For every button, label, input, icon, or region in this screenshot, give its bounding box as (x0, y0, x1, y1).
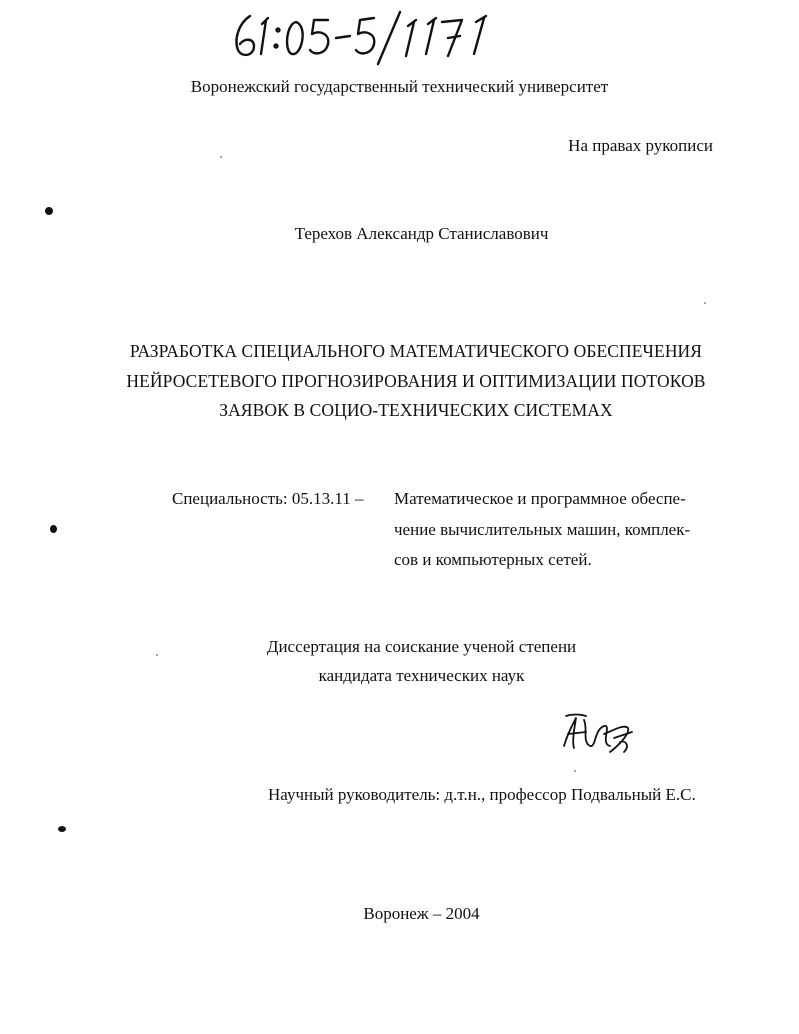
specialty-description-line: сов и компьютерных сетей. (394, 550, 592, 569)
handwritten-archive-number (228, 8, 508, 68)
scan-hole-mark (45, 207, 53, 215)
scan-speck (220, 156, 222, 158)
scan-speck (574, 770, 576, 772)
specialty-description-line: чение вычислительных машин, комплек- (394, 520, 691, 539)
author-name: Терехов Александр Станиславович (294, 224, 549, 243)
title-line: РАЗРАБОТКА СПЕЦИАЛЬНОГО МАТЕМАТИЧЕСКОГО ОБЕСПЕЧЕНИЯ (129, 341, 703, 361)
specialty-label: Специальность: 05.13.11 – (172, 489, 364, 508)
scan-speck (704, 302, 706, 304)
degree-line: Диссертация на соискание ученой степени (266, 637, 577, 656)
scan-hole-mark (58, 826, 66, 832)
scan-hole-mark (50, 525, 57, 533)
degree-line: кандидата технических наук (318, 666, 525, 685)
city-year: Воронеж – 2004 (363, 904, 480, 923)
rights-note: На правах рукописи (568, 136, 713, 155)
handwritten-signature (560, 712, 640, 760)
supervisor-line: Научный руководитель: д.т.н., профессор Подвальный Е.С. (268, 785, 696, 804)
title-line: НЕЙРОСЕТЕВОГО ПРОГНОЗИРОВАНИЯ И ОПТИМИЗАЦИИ ПОТОКОВ (126, 371, 706, 391)
university-name: Воронежский государственный технический университет (190, 77, 609, 96)
scan-speck (156, 654, 158, 656)
title-line: ЗАЯВОК В СОЦИО-ТЕХНИЧЕСКИХ СИСТЕМАХ (219, 400, 613, 420)
specialty-description-line: Математическое и программное обеспе- (394, 489, 686, 508)
